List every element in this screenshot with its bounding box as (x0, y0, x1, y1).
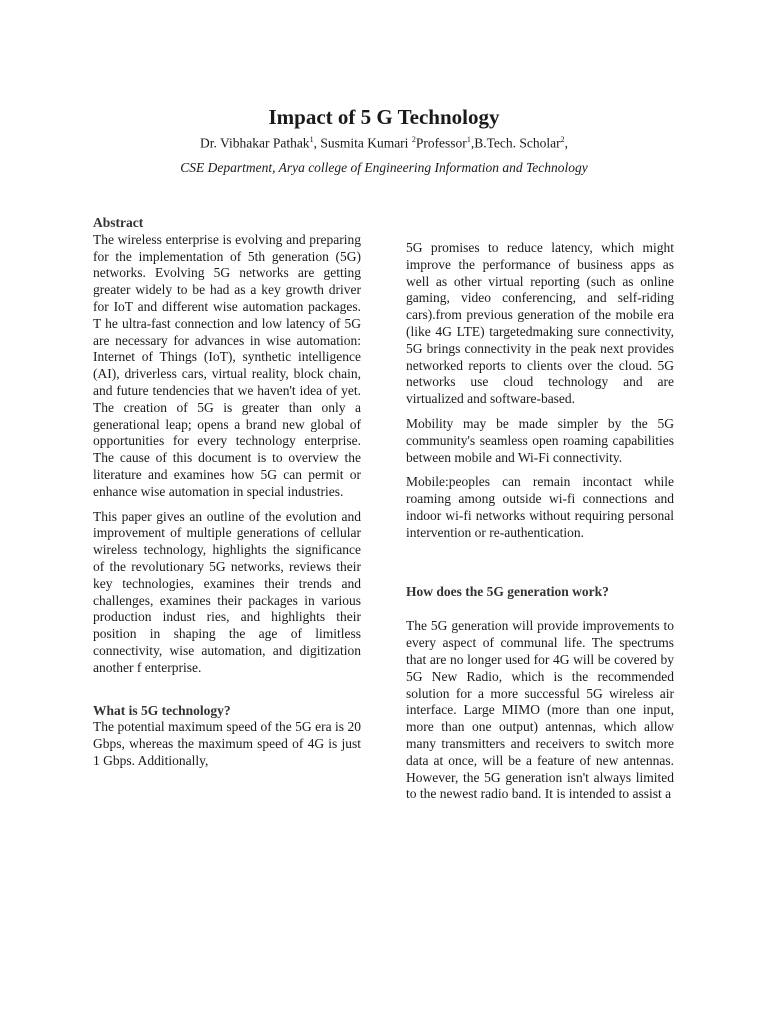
mobility-paragraph: Mobility may be made simpler by the 5G community's seamless open roaming capabilities between mobile and Wi-Fi connectivity. (406, 415, 674, 465)
author-line-end: , (564, 135, 568, 151)
roaming-paragraph: Mobile:peoples can remain incontact while roaming among outside wi-fi connections and indoor wi-fi networks without requiring personal intervention or re-authentication. (406, 474, 674, 540)
latency-paragraph: 5G promises to reduce latency, which might improve the performance of business apps as well as other virtual reporting (such as online gaming, video conferencing, and self-riding cars).from previous generation of the mobile era (like 4G LTE) targetedmaking sure connectivity, 5G brings connectivity in the peak next provides networked reports to clients over the cloud. 5G networks use cloud technology and are virtualized and software-based. (406, 240, 674, 407)
right-column (406, 240, 674, 811)
author-role-1: Professor (415, 135, 467, 151)
what-is-5g-heading: What is 5G technology? (93, 702, 231, 718)
paper-title: Impact of 5 G Technology (268, 105, 500, 129)
author-separator: , Susmita Kumari (313, 135, 412, 151)
abstract-paragraph-1: The wireless enterprise is evolving and preparing for the implementation of 5th generation (5G) networks. Evolving 5G networks are getting greater widely to be had as a key growth driver for IoT and different wise automation packages. T he ultra-fast connection and low latency of 5G are necessary for advances in wise automation: Internet of Things (IoT), synthetic intelligence (AI), driverless cars, virtual reality, block chain, and future tendencies that we haven't idea of yet. The creation of 5G is greater than only a generational leap; opens a brand new global of opportunities for every technology enterprise. The cause of this document is to overview the literature and examines how 5G can permit or enhance wise automation in special industries. (93, 231, 361, 499)
affiliation: CSE Department, Arya college of Engineering Information and Technology (180, 160, 588, 175)
author-2-sup: 2 (411, 135, 416, 144)
author-line (0, 135, 768, 152)
what-is-5g-paragraph: The potential maximum speed of the 5G era is 20 Gbps, whereas the maximum speed of 4G is just 1 Gbps. Additionally, (93, 719, 361, 768)
author-1: Dr. Vibhakar Pathak (200, 135, 310, 151)
abstract-paragraph-2: This paper gives an outline of the evolution and improvement of multiple generations of cellular wireless technology, highlights the significance of the revolutionary 5G networks, reviews their key technologies, examines their trends and challenges, examines their packages in various production indust ries, and highlights their position in shaping the age of limitless connectivity, wise automation, and digitization another f enterprise. (93, 508, 361, 675)
how-5g-works-paragraph: The 5G generation will provide improvements to every aspect of communal life. The spectrums that are no longer used for 4G will be covered by 5G New Radio, which is the recommended solution for a more successful 5G wireless air interface. Large MIMO (more than one input, more than one output) antennas, which allow many transmitters and receivers to switch more data at once, will be a feature of new antennas. However, the 5G generation isn't always limited to the newest radio band. It is intended to assist a (406, 618, 674, 802)
author-role-2: ,B.Tech. Scholar (470, 135, 561, 151)
section-gap (93, 685, 361, 703)
section-gap (406, 550, 674, 584)
left-column (93, 215, 361, 778)
abstract-heading: Abstract (93, 215, 144, 230)
role-1-sup: 1 (466, 135, 471, 144)
role-2-sup: 2 (560, 135, 565, 144)
author-1-sup: 1 (309, 135, 314, 144)
section-gap (406, 600, 674, 618)
how-5g-works-heading: How does the 5G generation work? (406, 583, 609, 599)
